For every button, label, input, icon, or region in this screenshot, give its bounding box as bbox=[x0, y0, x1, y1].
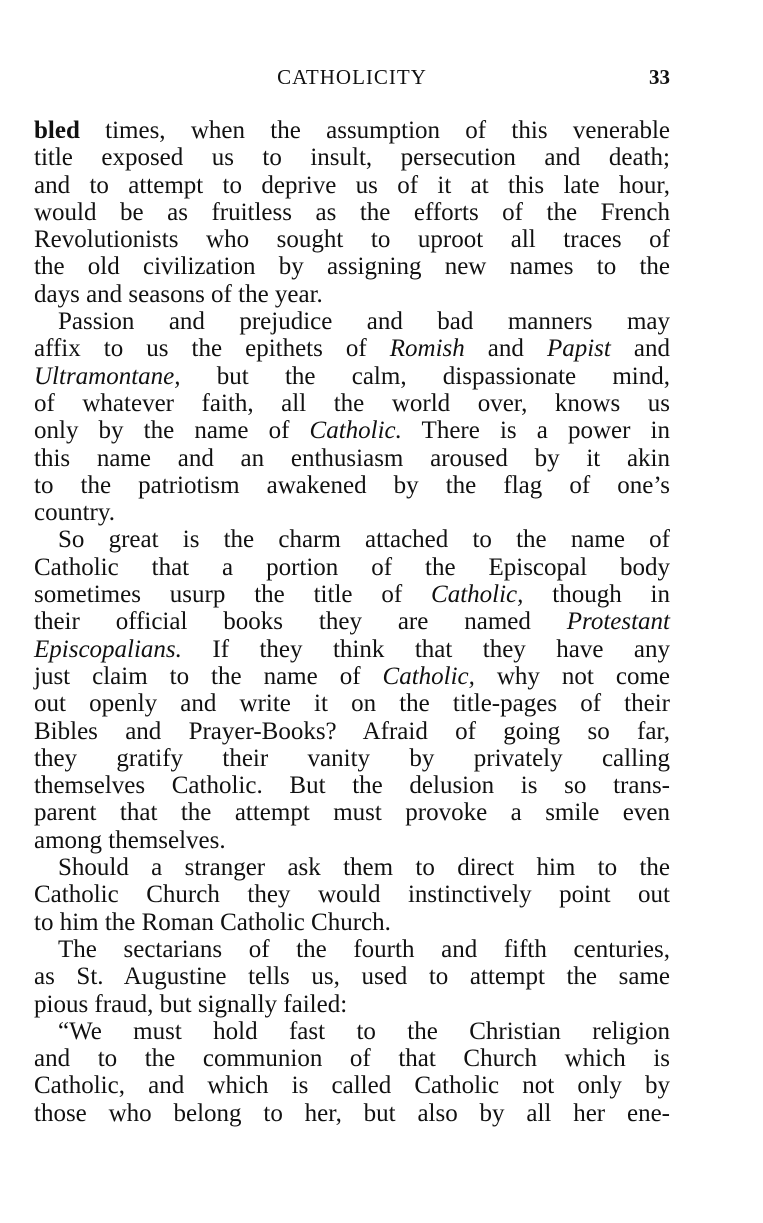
text-line bbox=[34, 827, 670, 854]
paragraph bbox=[34, 936, 670, 1018]
text-run: days and seasons of the year. bbox=[34, 280, 323, 308]
text-line bbox=[34, 144, 670, 171]
text-line bbox=[34, 663, 670, 690]
text-run: but the calm, dispassionate mind, bbox=[180, 362, 670, 390]
text-run: why not come bbox=[474, 662, 670, 690]
text-run: title exposed us to insult, persecution and death; bbox=[34, 144, 670, 172]
text-line bbox=[34, 445, 670, 472]
text-line bbox=[34, 1018, 670, 1045]
text-run: just claim to the name of bbox=[34, 662, 383, 690]
catchword: bled bbox=[34, 117, 80, 144]
text-run: sometimes usurp the title of bbox=[34, 581, 432, 609]
paragraph bbox=[34, 526, 670, 854]
text-line bbox=[34, 1100, 670, 1127]
text-line bbox=[34, 472, 670, 499]
text-line bbox=[34, 526, 670, 553]
text-run: The sectarians of the fourth and fifth centuries, bbox=[58, 935, 670, 963]
text-run: would be as fruitless as the efforts of the French bbox=[34, 198, 670, 226]
text-line bbox=[34, 581, 670, 608]
text-run: themselves Catholic. But the delusion is so trans- bbox=[34, 772, 670, 800]
italic-term: Romish bbox=[389, 335, 465, 363]
text-run: “We must hold fast to the Christian religion bbox=[58, 1017, 670, 1045]
text-run: If they think that they have any bbox=[181, 635, 670, 663]
italic-term: Protestant bbox=[566, 608, 670, 636]
paragraph bbox=[34, 308, 670, 526]
text-run: this name and an enthusiasm aroused by it akin bbox=[34, 444, 670, 472]
text-run: Catholic Church they would instinctively point out bbox=[34, 881, 670, 909]
text-run: There is a power in bbox=[401, 417, 670, 445]
text-line bbox=[34, 363, 670, 390]
italic-term: Catholic, bbox=[431, 581, 524, 609]
text-run: Should a stranger ask them to direct him to the bbox=[58, 854, 670, 882]
text-run: of whatever faith, all the world over, knows us bbox=[34, 389, 670, 417]
italic-term: Catholic. bbox=[309, 417, 402, 445]
text-run: out openly and write it on the title-pages of their bbox=[34, 690, 670, 718]
text-run: those who belong to her, but also by all her ene- bbox=[34, 1099, 670, 1127]
text-line bbox=[34, 117, 670, 144]
text-line bbox=[34, 499, 670, 526]
running-head bbox=[34, 62, 670, 92]
text-line bbox=[34, 1045, 670, 1072]
text-line bbox=[34, 799, 670, 826]
text-run: among themselves. bbox=[34, 826, 226, 854]
text-line bbox=[34, 991, 670, 1018]
text-run: to the patriotism awakened by the flag of one’s bbox=[34, 471, 670, 499]
text-line bbox=[34, 417, 670, 444]
text-run: country. bbox=[34, 499, 115, 527]
text-line bbox=[34, 308, 670, 335]
text-line bbox=[34, 335, 670, 362]
text-run: and to the communion of that Church which is bbox=[34, 1045, 670, 1073]
text-run: Passion and prejudice and bad manners may bbox=[58, 308, 670, 336]
text-run: affix to us the epithets of bbox=[34, 335, 390, 363]
text-run: and to attempt to deprive us of it at this late hour, bbox=[34, 171, 670, 199]
text-line bbox=[34, 718, 670, 745]
text-run: parent that the attempt must provoke a smile even bbox=[34, 799, 670, 827]
text-run: as St. Augustine tells us, used to attempt the same bbox=[34, 963, 670, 991]
text-line bbox=[34, 1072, 670, 1099]
text-run: the old civilization by assigning new names to the bbox=[34, 253, 670, 281]
text-run: only by the name of bbox=[34, 417, 310, 445]
text-run: and bbox=[610, 335, 670, 363]
paragraph bbox=[34, 117, 670, 308]
text-line bbox=[34, 909, 670, 936]
italic-term: Ultramontane, bbox=[34, 362, 181, 390]
body-text bbox=[34, 117, 670, 1127]
text-run: they gratify their vanity by privately calling bbox=[34, 744, 670, 772]
text-line bbox=[34, 199, 670, 226]
text-line bbox=[34, 554, 670, 581]
text-run: Revolutionists who sought to uproot all traces of bbox=[34, 226, 670, 254]
text-run: So great is the charm attached to the name of bbox=[58, 526, 670, 554]
text-line bbox=[34, 226, 670, 253]
text-run: Catholic that a portion of the Episcopal body bbox=[34, 553, 670, 581]
text-line bbox=[34, 881, 670, 908]
running-title: CATHOLICITY bbox=[277, 65, 427, 89]
text-line bbox=[34, 854, 670, 881]
text-line bbox=[34, 772, 670, 799]
text-line bbox=[34, 636, 670, 663]
text-run: their official books they are named bbox=[34, 608, 567, 636]
text-line bbox=[34, 690, 670, 717]
text-run: times, when the assumption of this venerable bbox=[79, 117, 670, 144]
text-line bbox=[34, 172, 670, 199]
text-run: and bbox=[464, 335, 547, 363]
text-run: to him the Roman Catholic Church. bbox=[34, 908, 391, 936]
text-run: Catholic, and which is called Catholic not only by bbox=[34, 1072, 670, 1100]
text-line bbox=[34, 281, 670, 308]
italic-term: Catholic, bbox=[382, 662, 475, 690]
text-line bbox=[34, 963, 670, 990]
text-line bbox=[34, 936, 670, 963]
text-line bbox=[34, 608, 670, 635]
text-run: though in bbox=[523, 581, 670, 609]
text-line bbox=[34, 745, 670, 772]
text-run: pious fraud, but signally failed: bbox=[34, 990, 348, 1018]
text-line bbox=[34, 390, 670, 417]
page-number: 33 bbox=[649, 65, 670, 89]
italic-term: Episcopalians. bbox=[34, 635, 182, 663]
paragraph bbox=[34, 1018, 670, 1127]
italic-term: Papist bbox=[546, 335, 611, 363]
text-run: Bibles and Prayer-Books? Afraid of going so far, bbox=[34, 717, 670, 745]
text-line bbox=[34, 253, 670, 280]
paragraph bbox=[34, 854, 670, 936]
